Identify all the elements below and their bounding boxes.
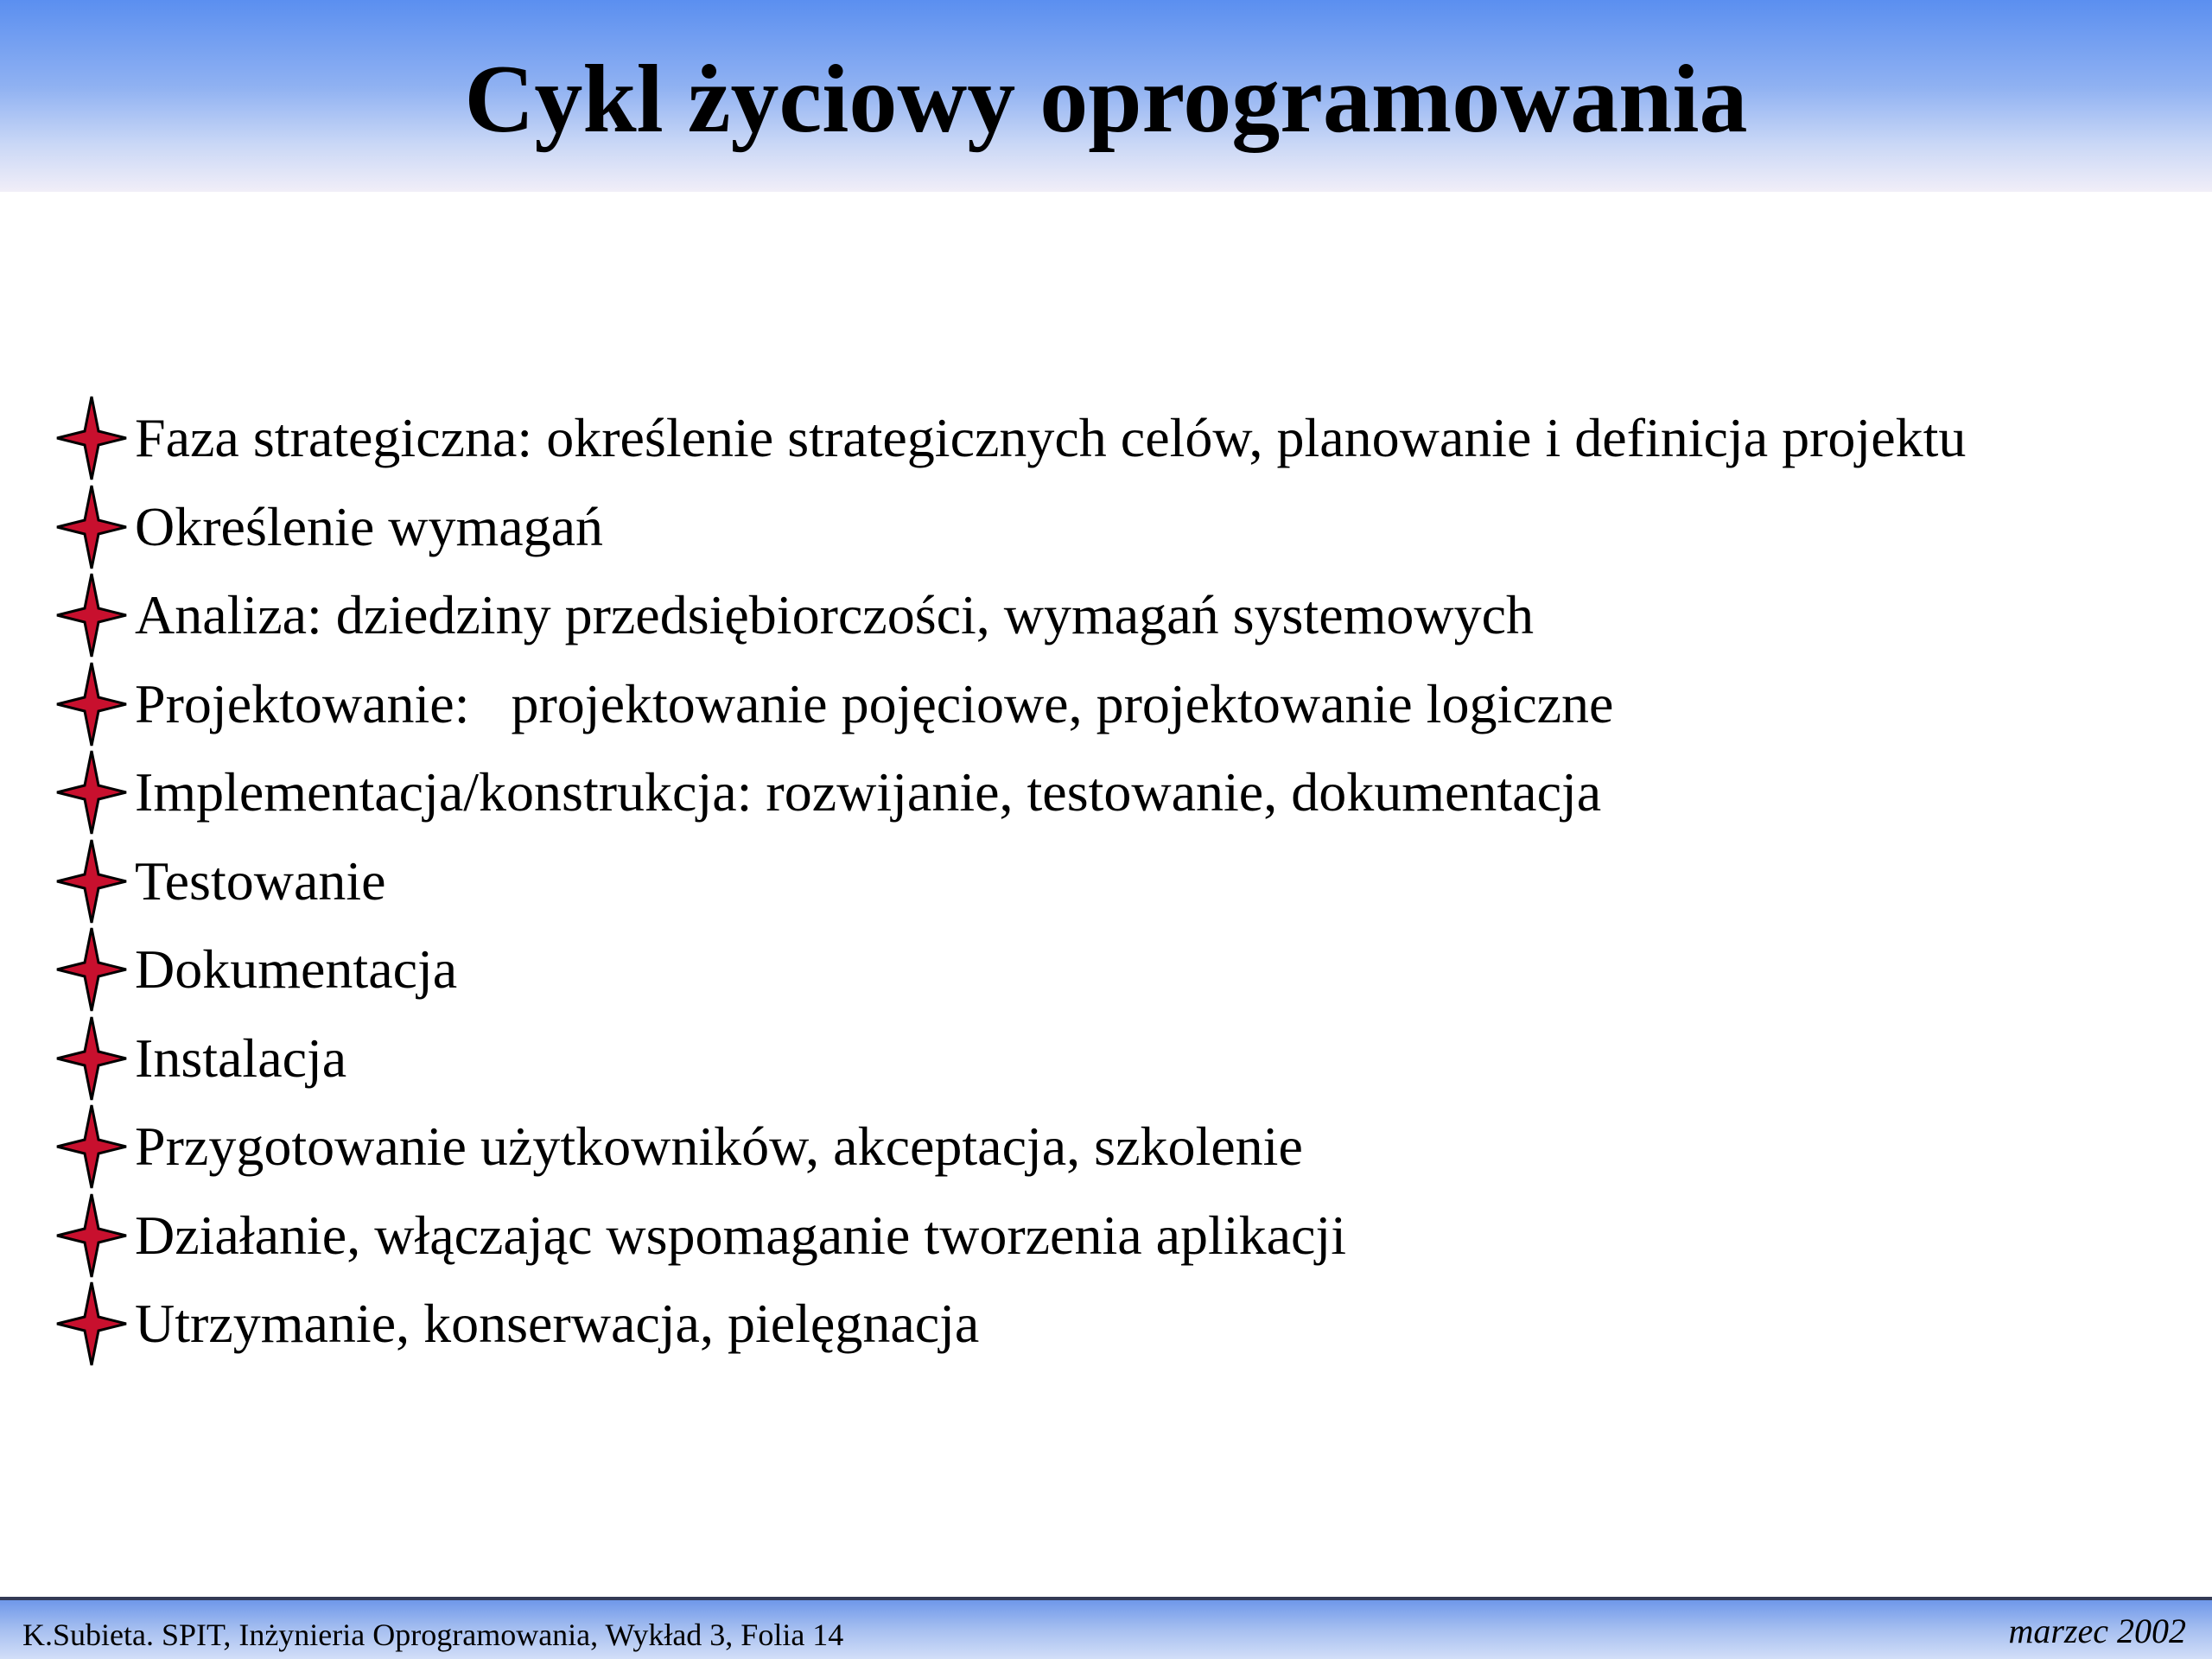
four-point-star-icon	[52, 837, 131, 925]
bullet-text: Dokumentacja	[135, 938, 458, 1001]
four-point-star-icon	[52, 394, 131, 482]
bullet-text: Określenie wymagań	[135, 495, 604, 557]
four-point-star-icon	[52, 483, 131, 571]
bullet-text: Działanie, włączając wspomaganie tworzenia aplikacji	[135, 1204, 1346, 1266]
list-item	[52, 1103, 2195, 1192]
title-band	[0, 0, 2212, 192]
list-item	[52, 1280, 2195, 1369]
four-point-star-icon	[52, 748, 131, 836]
bullet-text: Implementacja/konstrukcja: rozwijanie, testowanie, dokumentacja	[135, 761, 1602, 823]
footer-caption: K.Subieta. SPIT, Inżynieria Oprogramowania, Wykład 3, Folia 14	[22, 1618, 844, 1652]
list-item	[52, 483, 2195, 572]
four-point-star-icon	[52, 1014, 131, 1103]
list-item	[52, 837, 2195, 926]
footer-date: marzec 2002	[2008, 1611, 2186, 1650]
four-point-star-icon	[52, 925, 131, 1014]
four-point-star-icon	[52, 1103, 131, 1191]
four-point-star-icon	[52, 660, 131, 748]
list-item	[52, 925, 2195, 1014]
list-item	[52, 748, 2195, 837]
four-point-star-icon	[52, 1280, 131, 1368]
list-item	[52, 1014, 2195, 1103]
list-item	[52, 660, 2195, 749]
slide-title: Cykl życiowy oprogramowania	[464, 46, 1748, 153]
four-point-star-icon	[52, 1192, 131, 1280]
list-item	[52, 571, 2195, 660]
bullet-text: Instalacja	[135, 1027, 347, 1089]
bullet-text: Testowanie	[135, 849, 386, 912]
bullet-text: Analiza: dziedziny przedsiębiorczości, wymagań systemowych	[135, 584, 1534, 646]
bullet-text: Projektowanie: projektowanie pojęciowe, projektowanie logiczne	[135, 672, 1614, 734]
four-point-star-icon	[52, 571, 131, 659]
bullet-text: Utrzymanie, konserwacja, pielęgnacja	[135, 1293, 980, 1355]
list-item	[52, 394, 2195, 483]
bullet-list	[52, 394, 2195, 1369]
bullet-text: Faza strategiczna: określenie strategicznych celów, planowanie i definicja projektu	[135, 407, 1967, 469]
bullet-text: Przygotowanie użytkowników, akceptacja, szkolenie	[135, 1116, 1303, 1178]
list-item	[52, 1192, 2195, 1281]
footer-band	[0, 1597, 2212, 1659]
